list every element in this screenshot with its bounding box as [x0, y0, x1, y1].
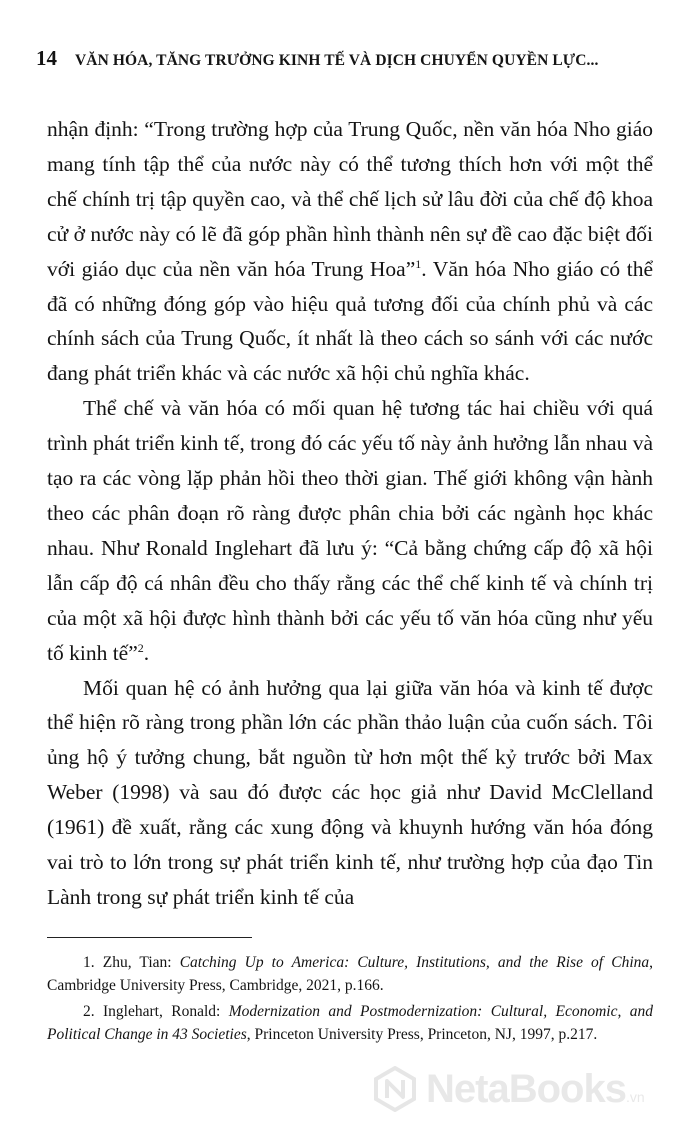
paragraph-3 [47, 671, 653, 915]
paragraph-2 [47, 391, 653, 670]
footnote-1-lead: 1. Zhu, Tian: [83, 954, 180, 971]
paragraph-1-text: nhận định: “Trong trường hợp của Trung Quốc, nền văn hóa Nho giáo mang tính tập thể của nước này có thể tương thích hơn với một thể chế chính trị tập quyền cao, và thể chế lịch sử lâu đời của chế độ khoa cử ở nước này có lẽ đã góp phần hình thành nên sự đề cao đặc biệt đối với giáo dục của nền văn hóa Trung Hoa” [47, 117, 653, 281]
running-title: VĂN HÓA, TĂNG TRƯỞNG KINH TẾ VÀ DỊCH CHUYỂN QUYỀN LỰC... [75, 52, 599, 69]
paragraph-2-tail: . [143, 640, 150, 665]
footnote-2-tail: , Princeton University Press, Princeton, NJ, 1997, p.217. [246, 1025, 598, 1043]
running-header [36, 46, 676, 71]
paragraph-2-text: Thể chế và văn hóa có mối quan hệ tương tác hai chiều với quá trình phát triển kinh tế, trong đó các yếu tố này ảnh hưởng lẫn nhau và tạo ra các vòng lặp phản hồi theo thời gian. Thế giới không vận hành theo các phân đoạn rõ ràng được phân chia bởi các ngành học khác nhau. Như Ronald Inglehart đã lưu ý: “Cả bằng chứng cấp độ xã hội lẫn cấp độ cá nhân đều cho thấy rằng các thể chế kinh tế và chính trị của một xã hội được hình thành bởi các yếu tố văn hóa cũng như yếu tố kinh tế” [47, 396, 653, 665]
page-number: 14 [36, 46, 57, 70]
footnote-divider [47, 937, 252, 938]
footnote-ref-1[interactable]: 1 [415, 256, 422, 271]
body-text [47, 112, 653, 915]
footnote-1-tail: , Cambridge University Press, Cambridge, 2021, p.166. [47, 954, 653, 994]
footnote-1 [47, 952, 653, 997]
footnote-2 [47, 1001, 653, 1046]
watermark-brand: NetaBooks [426, 1066, 626, 1111]
footnote-1-title: Catching Up to America: Culture, Institutions, and the Rise of China [179, 954, 650, 971]
footnote-2-lead: 2. Inglehart, Ronald: [83, 1003, 229, 1020]
watermark-suffix: .vn [625, 1088, 645, 1105]
netabooks-logo-icon [372, 1066, 418, 1112]
footnote-ref-2[interactable]: 2 [137, 640, 144, 655]
paragraph-3-text: Mối quan hệ có ảnh hưởng qua lại giữa văn hóa và kinh tế được thể hiện rõ ràng trong phần lớn các phần thảo luận của cuốn sách. Tôi ủng hộ ý tưởng chung, bắt nguồn từ hơn một thế kỷ trước bởi Max Weber (1998) và sau đó được các học giả như David McClelland (1961) đề xuất, rằng các xung động và khuynh hướng văn hóa đóng vai trò to lớn trong sự phát triển kinh tế, như trường hợp của đạo Tin Lành trong sự phát triển kinh tế của [47, 675, 653, 909]
watermark [372, 1066, 645, 1112]
paragraph-1-tail: . Văn hóa Nho giáo có thể đã có những đóng góp vào hiệu quả tương đối của chính phủ và các chính sách của Trung Quốc, ít nhất là theo cách so sánh với các nước đang phát triển khác và các nước xã hội chủ nghĩa khác. [47, 256, 653, 386]
footnote-2-title: Modernization and Postmodernization: Cultural, Economic, and Political Change in 43 Societies [47, 1003, 653, 1043]
paragraph-1 [47, 112, 653, 391]
footnotes [47, 952, 653, 1050]
